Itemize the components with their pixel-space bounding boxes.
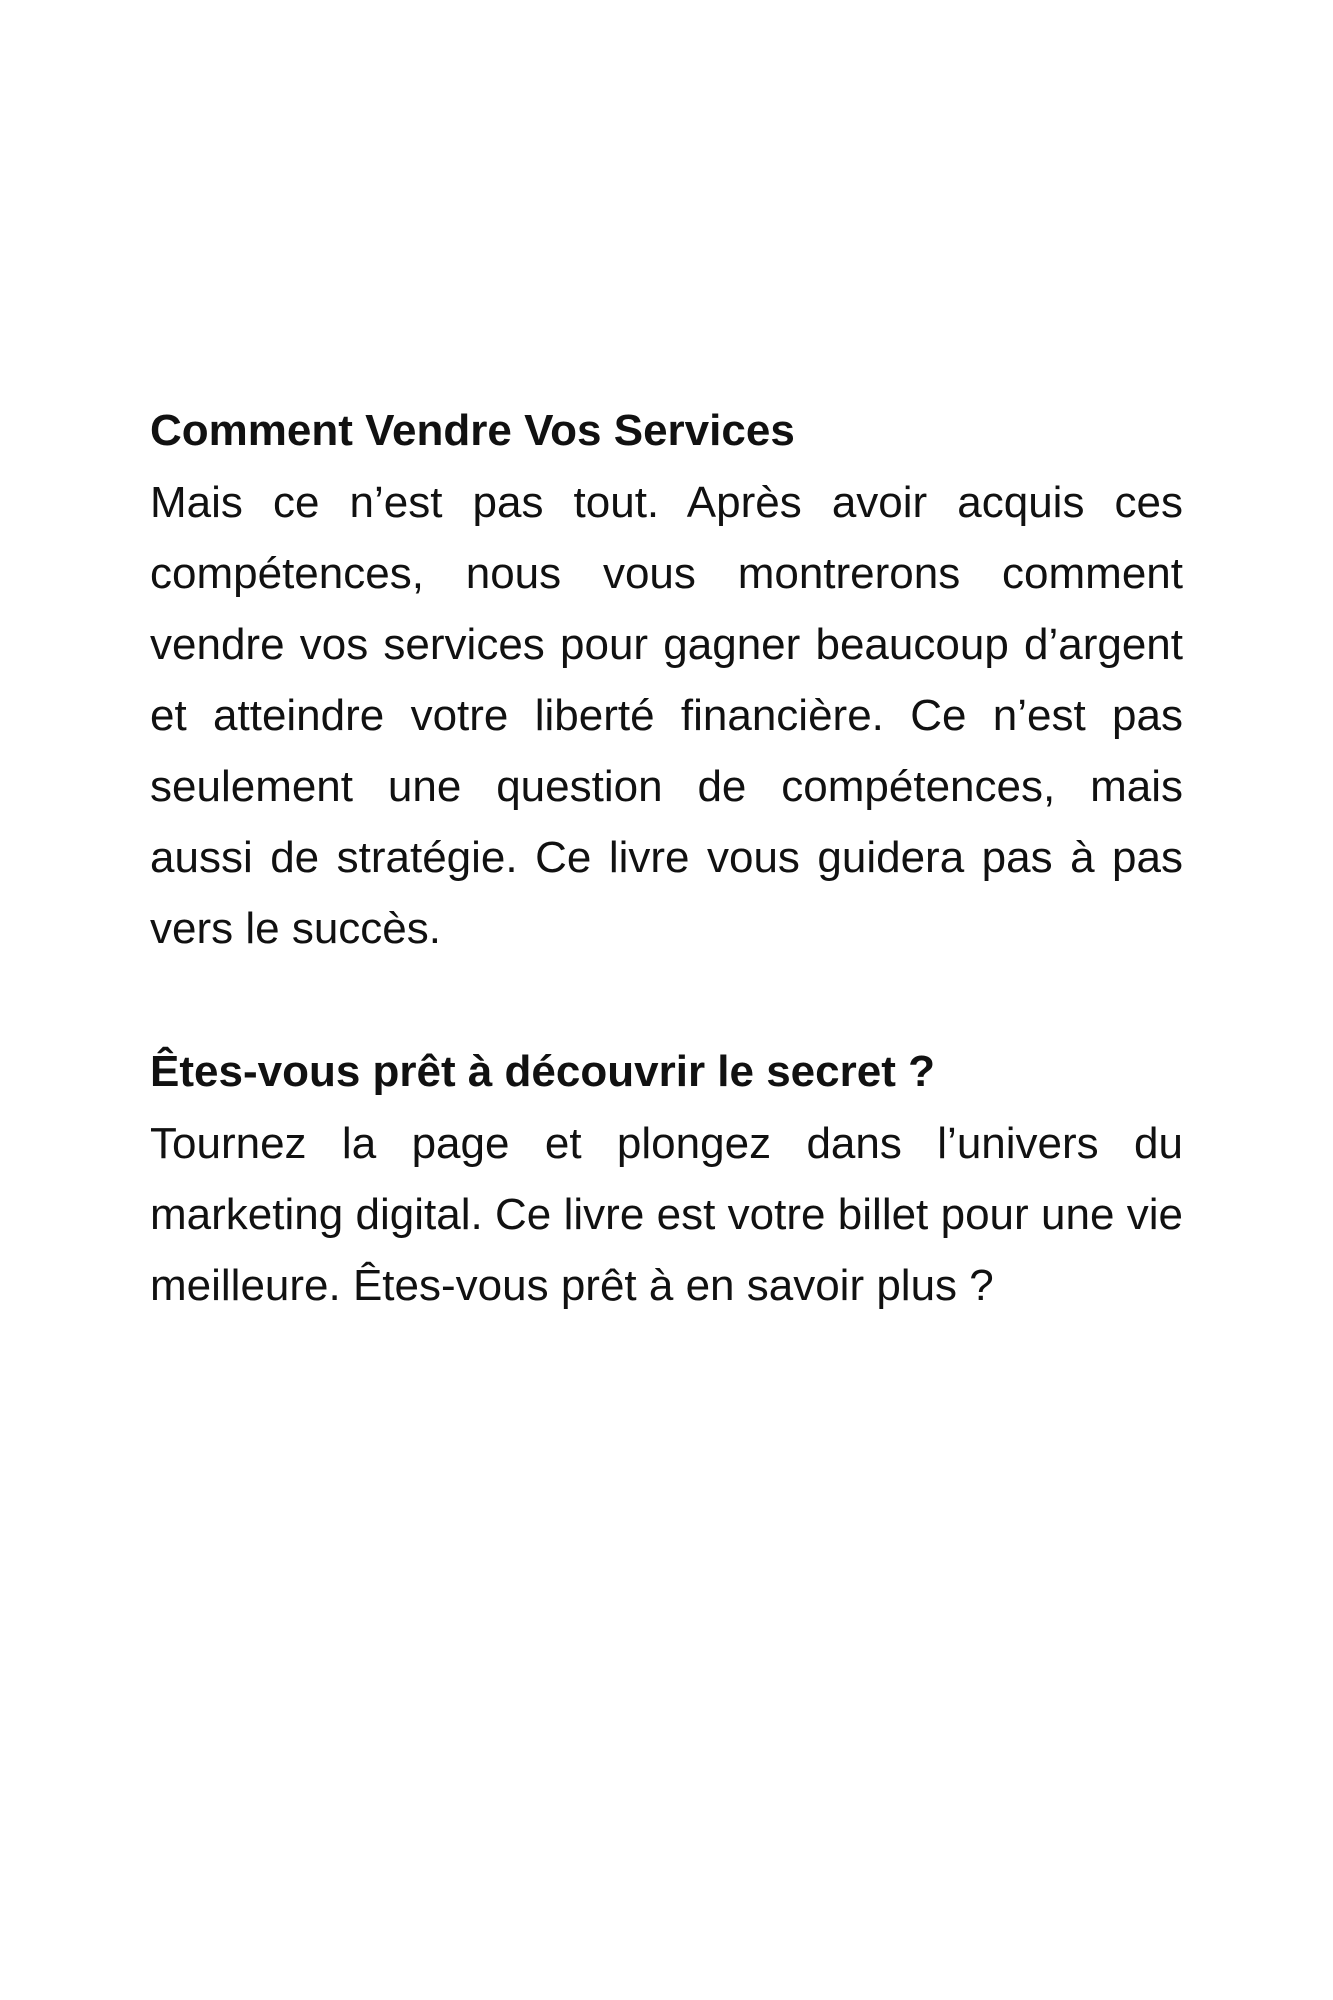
document-page [150,395,1183,1321]
section-title: Êtes-vous prêt à découvrir le secret ? [150,1047,935,1096]
section-discover-secret [150,1036,1183,1321]
section-paragraph: Tournez la page et plongez dans l’univers du marketing digital. Ce livre est votre billet pour une vie meilleure. Êtes-vous prêt à en savoir plus ? [150,1119,1183,1310]
section-spacer [150,964,1183,1036]
section-paragraph: Mais ce n’est pas tout. Après avoir acquis ces compétences, nous vous montrerons comment vendre vos services pour gagner beaucoup d’argent et atteindre votre liberté financière. Ce n’est pas seulement une question de compétences, mais aussi de stratégie. Ce livre vous guidera pas à pas vers le succès. [150,478,1183,953]
section-selling-services [150,395,1183,964]
section-title: Comment Vendre Vos Services [150,406,795,455]
